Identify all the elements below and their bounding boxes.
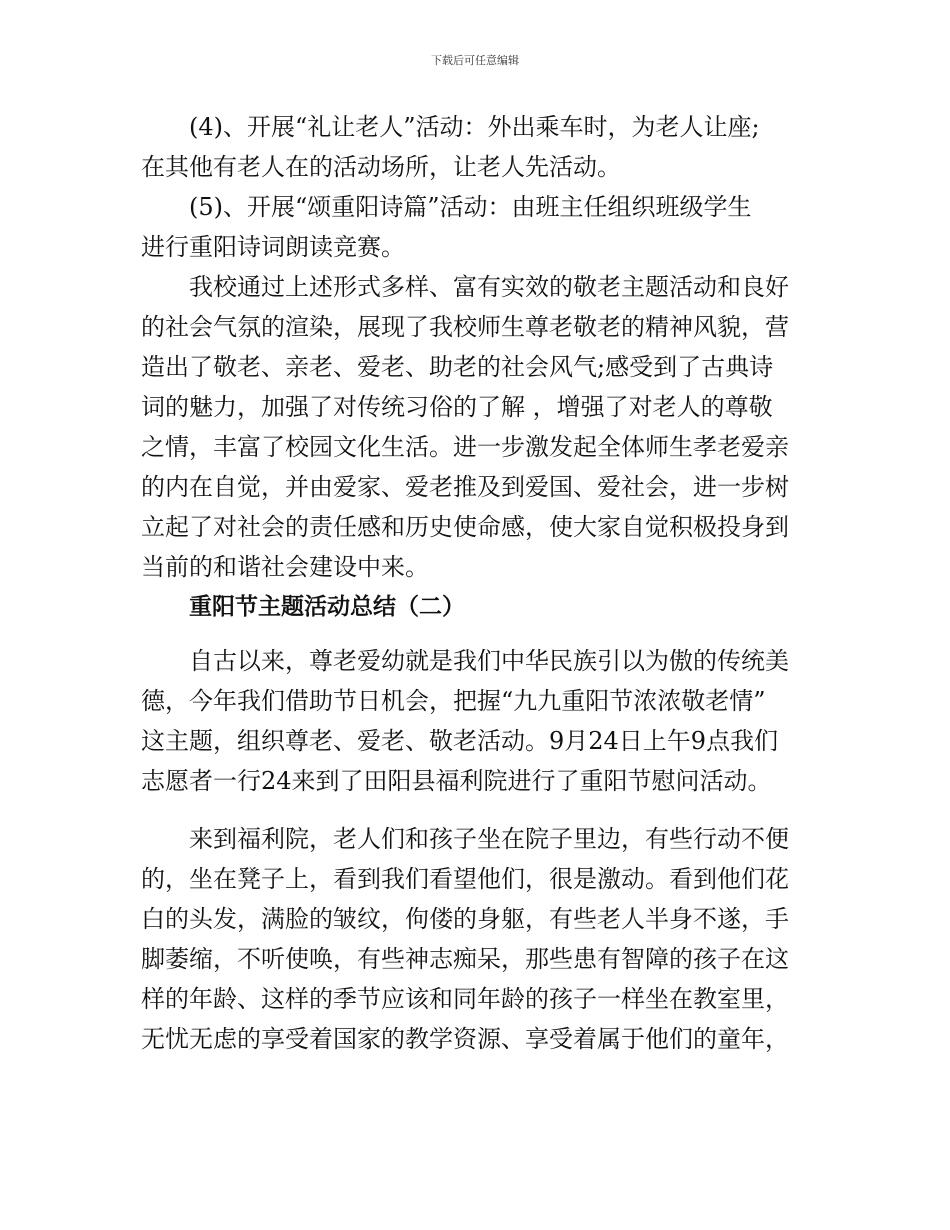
text-line: 这主题，组织尊老、爱老、敬老活动。9月24日上午9点我们 <box>141 727 779 755</box>
text-line: 立起了对社会的责任感和历史使命感，使大家自觉积极投身到 <box>141 513 789 541</box>
text-line: 德，今年我们借助节日机会，把握“九九重阳节浓浓敬老情” <box>141 687 766 715</box>
text-line: 的内在自觉，并由爱家、爱老推及到爱国、爱社会，进一步树 <box>141 473 789 501</box>
text-line: 来到福利院，老人们和孩子坐在院子里边，有些行动不便 <box>189 825 789 853</box>
text-line: 脚萎缩，不听使唤，有些神志痴呆，那些患有智障的孩子在这 <box>141 945 789 973</box>
text-line: 进行重阳诗词朗读竞赛。 <box>141 233 405 261</box>
text-line: 造出了敬老、亲老、爱老、助老的社会风气;感受到了古典诗 <box>141 353 774 381</box>
text-line: 样的年龄、这样的季节应该和同年龄的孩子一样坐在教室里， <box>141 985 789 1013</box>
text-line: 当前的和谐社会建设中来。 <box>141 553 429 581</box>
document-body <box>141 112 813 1064</box>
text-line: 在其他有老人在的活动场所，让老人先活动。 <box>141 153 621 181</box>
text-line: 志愿者一行24来到了田阳县福利院进行了重阳节慰问活动。 <box>141 767 772 795</box>
text-line: 的，坐在凳子上，看到我们看望他们，很是激动。看到他们花 <box>141 865 789 893</box>
text-line: (4)、开展“礼让老人”活动：外出乘车时，为老人让座; <box>189 113 760 141</box>
page-header: 下载后可任意编辑 <box>431 54 519 67</box>
text-line: 白的头发，满脸的皱纹，佝偻的身躯，有些老人半身不遂，手 <box>141 905 789 933</box>
text-line: 我校通过上述形式多样、富有实效的敬老主题活动和良好 <box>189 273 789 301</box>
text-line: 无忧无虑的享受着国家的教学资源、享受着属于他们的童年， <box>141 1025 789 1053</box>
section-heading: 重阳节主题活动总结（二） <box>189 594 465 620</box>
text-line: 的社会气氛的渲染，展现了我校师生尊老敬老的精神风貌，营 <box>141 313 789 341</box>
text-line: (5)、开展“颂重阳诗篇”活动：由班主任组织班级学生 <box>189 193 752 221</box>
text-line: 词的魅力，加强了对传统习俗的了解 ，增强了对老人的尊敬 <box>141 393 773 421</box>
text-line: 之情，丰富了校园文化生活。进一步激发起全体师生孝老爱亲 <box>141 433 789 461</box>
text-line: 自古以来，尊老爱幼就是我们中华民族引以为傲的传统美 <box>189 647 789 675</box>
